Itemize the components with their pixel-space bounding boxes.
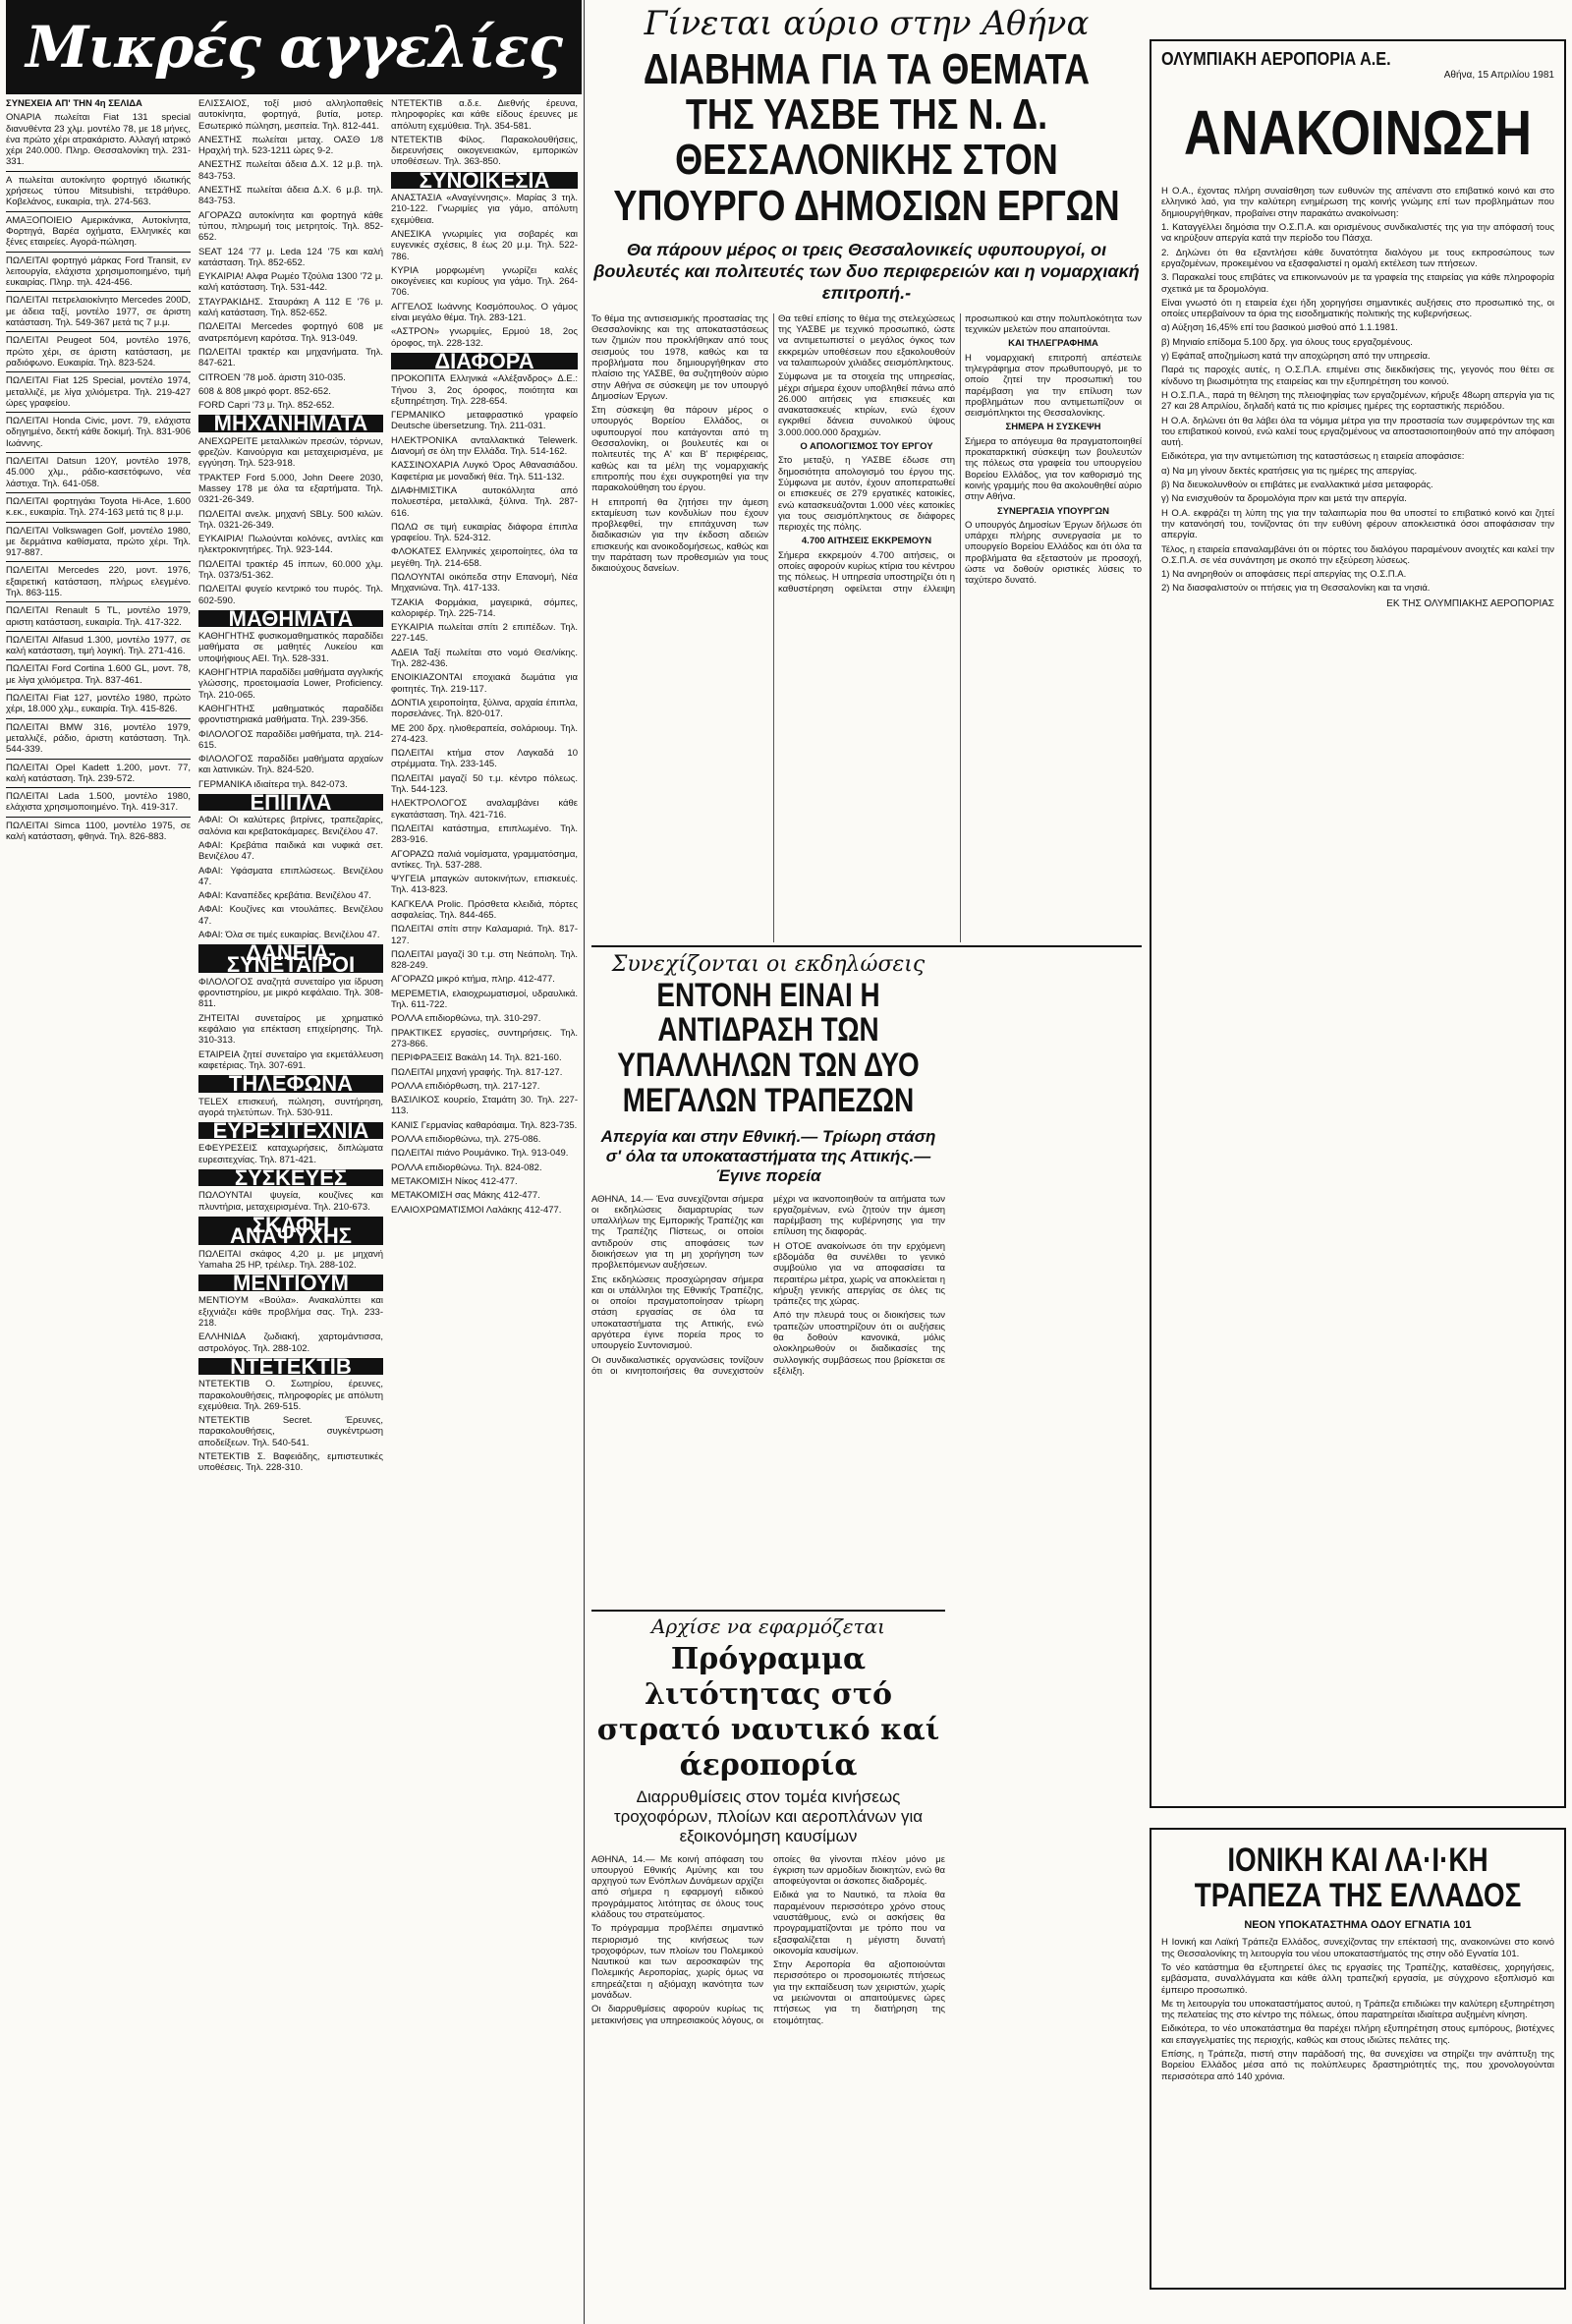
bank-strike-story — [591, 950, 945, 1607]
ministry-subhead: ΣΥΝΕΡΓΑΣΙΑ ΥΠΟΥΡΓΩΝ — [997, 505, 1109, 517]
classified-ad: ΠΩΛΕΙΤΑΙ μηχανή γραφής. Τηλ. 817-127. — [391, 1066, 563, 1078]
classified-ad: ΔΙΑΦΗΜΙΣΤΙΚΑ αυτοκόλλητα από πολυεστέρα, μεταλλικά, ξύλινα. Τηλ. 287-616. — [391, 484, 578, 519]
classified-ad: ΠΕΡΙΦΡΑΞΕΙΣ Βακάλη 14. Τηλ. 821-160. — [391, 1052, 562, 1064]
ministry-paragraph: Στη σύσκεψη θα πάρουν μέρος ο υπουργός Βορείου Ελλάδος, οι υφυπουργοί που κατάγονται από τη Θεσσαλονίκη, οι βουλευτές και οι πολιτευτές της Α' και Β' περιφέρειας, καθώς και τα μέλη της νομαρχιακής επιτροπής που έχει συγκροτηθεί για την παρακολούθηση του έργου. — [591, 405, 768, 494]
olympic-paragraph: Τέλος, η εταιρεία επαναλαμβάνει ότι οι πόρτες του διαλόγου παραμένουν ανοιχτές και καλεί την Ο.Σ.Π.Α. σε νέα συνάντηση με σκοπό την εξεύρεση λύσεως. — [1161, 543, 1554, 566]
classified-ad: ΟΝΑΡΙΑ πωλείται Fiat 131 special διανυθέντα 23 χλμ. μοντέλο 78, με 18 μήνες, ένα πρώτο χέρι ατρακάριστο. Αλλαγή ιατρικό χέρι 240.000. Πληρ. Θεσσαλονίκη τηλ. 231-331. — [6, 112, 191, 168]
strike-paragraph: Από την πλευρά τους οι διοικήσεις των τραπεζών υποστηρίζουν ότι οι αυξήσεις θα δοθούν κανονικά, μόλις ολοκληρωθούν οι διαδικασίες της συλλογικής συμβάσεως που βρίσκεται σε εξέλιξη. — [773, 1310, 945, 1377]
ministry-body — [591, 313, 1142, 942]
austerity-paragraph: ΑΘΗΝΑ, 14.— Με κοινή απόφαση του υπουργού Εθνικής Αμύνης και του αρχηγού των Ενόπλων Δυνάμεων αρχίζει από σήμερα η εφαρμογή ειδικού προγράμματος λιτότητας σε όλους τους κλάδους του στρατεύματος. — [591, 1853, 763, 1920]
olympic-paragraph: 2. Δηλώνει ότι θα εξαντλήσει κάθε δυνατότητα διαλόγου με τους εκπροσώπους των εργαζομένων, προκειμένου να εξασφαλιστεί η ομαλή εκτέλεση των πτήσεων. — [1161, 247, 1554, 269]
section-header-misc: ΔΙΑΦΟΡΑ — [391, 353, 578, 369]
classified-ad: Α πωλείται αυτοκίνητο φορτηγό ιδιωτικής χρήσεως τύπου Mitsubishi, τετράθυρο. Κοβελάνος, ευκαιρία, τηλ. 274-563. — [6, 174, 191, 208]
classified-ad: ΝΤΕΤΕΚΤΙΒ α.δ.ε. Διεθνής έρευνα, πληροφορίες και κάθε είδους έρευνες με απόλυτη εχεμύθεια. Τηλ. 354-581. — [391, 98, 578, 132]
olympic-dateline: Αθήνα, 15 Απριλίου 1981 — [1443, 70, 1554, 81]
section-header-loans: ΔΑΝΕΙΑ-ΣΥΝΕΤΑΙΡΟΙ — [198, 944, 383, 973]
classified-ad: ΨΥΓΕΙΑ μπαγκών αυτοκινήτων, επισκευές. Τηλ. 413-823. — [391, 874, 578, 896]
classified-ad: ΜΕΝΤΙΟΥΜ «Βούλα». Ανακαλύπτει και εξιχνιάζει κάθε προβλήμα σας. Τηλ. 233-218. — [198, 1295, 383, 1330]
classified-ad: ΑΦΑΙ: Κρεβάτια παιδικά και νυφικά σετ. Βενιζέλου 47. — [198, 839, 383, 863]
ministry-lede: Θα πάρουν μέρος οι τρεις Θεσσαλονικείς υφυπουργοί, οι βουλευτές και πολιτευτές των δυο περιφερειών και η νομαρχιακή επιτροπή.- — [593, 239, 1140, 303]
olympic-paragraph: 3. Παρακαλεί τους επιβάτες να επικοινωνούν με τα γραφεία της εταιρείας για κάθε πληροφορία σχετικά με τα δρομολόγια. — [1161, 272, 1554, 295]
classifieds-column-1 — [6, 98, 191, 2319]
olympic-paragraph: Παρά τις παροχές αυτές, η Ο.Σ.Π.Α. επιμένει στις διεκδικήσεις της, γεγονός που θέτει σε κίνδυνο τη βιωσιμότητα της εταιρείας και την εξυπηρέτηση του κοινού. — [1161, 365, 1554, 387]
classified-ad: ΠΩΛΕΙΤΑΙ Datsun 120Y, μοντέλο 1978, 45.000 χλμ., ράδιο-κασετόφωνο, νέα λάστιχα. Τηλ. 641-058. — [6, 456, 191, 489]
classified-ad: SEAT 124 '77 μ. Leda 124 '75 και καλή κατάσταση. Τηλ. 852-652. — [198, 246, 383, 268]
classified-ad: ΤΖΑΚΙΑ Φορμάκια, μαγειρικά, σόμπες, καλοριφέρ. Τηλ. 225-714. — [391, 596, 578, 619]
olympic-paragraph: γ) Να ενισχυθούν τα δρομολόγια πριν και μετά την απεργία. — [1161, 493, 1407, 505]
classified-ad: ΗΛΕΚΤΡΟΝΙΚΑ ανταλλακτικά Telewerk. Διανομή σε όλη την Ελλάδα. Τηλ. 514-162. — [391, 434, 578, 458]
ministry-paragraph: Η επιτροπή θα ζητήσει την άμεση εκταμίευση των κονδυλίων που έχουν προβλεφθεί, την επιτάχυνση των διαδικασιών για την έκδοση αδειών επισκευής και ανοικοδομήσεως, καθώς και την παράταση των προθεσμιών για τους δικαιούχους δανείων. — [591, 496, 768, 575]
strike-paragraph: Στις εκδηλώσεις προσχώρησαν σήμερα και οι υπάλληλοι της Εθνικής Τραπέζης, οι οποίοι πραγματοποίησαν τρίωρη στάση εργασίας σε όλα τα υποκαταστήματα της Αττικής, ενώ αργότερα έγινε πορεία προς το υπουργείο Συντονισμού. — [591, 1274, 763, 1352]
classified-ad: ΠΩΛΕΙΤΑΙ σπίτι στην Καλαμαριά. Τηλ. 817-127. — [391, 924, 578, 946]
austerity-kicker: Αρχίσε να εφαρμόζεται — [651, 1614, 885, 1638]
classified-ad: ΠΩΛΕΙΤΑΙ μαγαζί 50 τ.μ. κέντρο πόλεως. Τηλ. 544-123. — [391, 772, 578, 796]
section-header-detective: ΝΤΕΤΕΚΤΙΒ — [198, 1358, 383, 1375]
section-header-machines: ΜΗΧΑΝΗΜΑΤΑ — [198, 415, 383, 431]
classified-ad: ΑΝΑΣΤΑΣΙΑ «Αναγέννησις». Μαρίας 3 τηλ. 210-122. Γνωριμίες για γάμο, απόλυτη εχεμύθεια. — [391, 193, 578, 226]
classified-ad: ΠΩΛΟΥΝΤΑΙ ψυγεία, κουζίνες και πλυντήρια, μεταχειρισμένα. Τηλ. 210-673. — [198, 1190, 383, 1213]
classifieds-masthead: Μικρές αγγελίες — [6, 0, 582, 94]
classified-ad: TELEX επισκευή, πώληση, συντήρηση, αγορά τηλετύπων. Τηλ. 530-911. — [198, 1096, 383, 1118]
classified-ad: ΠΩΛΕΙΤΑΙ σκάφος 4,20 μ. με μηχανή Yamaha 25 HP, τρέιλερ. Τηλ. 288-102. — [198, 1248, 383, 1271]
section-header-cohabitation: ΣΥΝΟΙΚΕΣΙΑ — [391, 172, 578, 189]
classified-ad: ΜΕΡΕΜΕΤΙΑ, ελαιοχρωματισμοί, υδραυλικά. Τηλ. 611-722. — [391, 988, 578, 1011]
austerity-deck: Διαρρυθμίσεις στον τομέα κινήσεως τροχοφόρων, πλοίων και αεροπλάνων για εξοικονόμηση καυσίμων — [613, 1786, 924, 1845]
olympic-paragraph: Η Ο.Σ.Π.Α., παρά τη θέληση της πλειοψηφίας των εργαζομένων, κήρυξε 48ωρη απεργία για τις 27 και 28 Απριλίου, δηλαδή κατά τις πιο κρίσιμες ημέρες της εορταστικής περιόδου. — [1161, 389, 1554, 413]
olympic-paragraph: β) Να διευκολυνθούν οι επιβάτες με εναλλακτικά μέσα μεταφοράς. — [1161, 480, 1433, 491]
olympic-paragraph: β) Μηνιαίο επίδομα 5.100 δρχ. για όλους τους εργαζομένους. — [1161, 336, 1413, 348]
classified-ad: ΕΛΑΙΟΧΡΩΜΑΤΙΣΜΟΙ Λαλάκης 412-477. — [391, 1204, 562, 1216]
classified-ad: ΝΤΕΤΕΚΤΙΒ Ο. Σωτηρίου, έρευνες, παρακολουθήσεις, πληροφορίες με απόλυτη εχεμύθεια. Τηλ. 269-515. — [198, 1379, 383, 1412]
classified-ad: ΜΕΤΑΚΟΜΙΣΗ σας Μάκης 412-477. — [391, 1190, 540, 1202]
classified-ad: ΝΤΕΤΕΚΤΙΒ Secret. Έρευνες, παρακολουθήσεις, συγκέντρωση αποδείξεων. Τηλ. 540-541. — [198, 1415, 383, 1448]
classified-ad: ΠΩΛΕΙΤΑΙ Volkswagen Golf, μοντέλο 1980, με δερμάτινα καθίσματα, πρώτο χέρι. Τηλ. 917-887. — [6, 525, 191, 559]
classified-ad: ΕΤΑΙΡΕΙΑ ζητεί συνεταίρο για εκμετάλλευση καφετέριας. Τηλ. 307-691. — [198, 1049, 383, 1071]
classified-ad: ΕΥΚΑΙΡΙΑ! Πωλούνται κολόνες, αντλίες και ηλεκτροκινητήρες. Τηλ. 923-144. — [198, 534, 383, 556]
olympic-title: ΑΝΑΚΟΙΝΩΣΗ — [1184, 97, 1532, 168]
ministry-paragraph: Στο μεταξύ, η ΥΑΣΒΕ έδωσε στη δημοσιότητα απολογισμό του έργου της. Σύμφωνα με αυτόν, έχουν αποπερατωθεί οι επισκευές σε 279 εργατικές κατοικίες, ενώ κατασκευάζονται 1.000 νέες κατοικίες για τους σεισμόπληκτους σε διάφορες περιοχές της πόλης. — [778, 455, 955, 534]
classified-ad: ΠΩΛΕΙΤΑΙ Mercedes 220, μοντ. 1976, εξαιρετική κατάσταση, πλήρως ελεγμένο. Τηλ. 863-115. — [6, 565, 191, 598]
classified-ad: ΑΦΑΙ: Οι καλύτερες βιτρίνες, τραπεζαρίες, σαλόνια και κρεβατοκάμαρες. Βενιζέλου 47. — [198, 815, 383, 837]
ads-list — [6, 112, 191, 842]
classified-ad: ΠΩΛΕΙΤΑΙ Honda Civic, μοντ. 79, ελάχιστα οδηγημένο, δεκτή κάθε δοκιμή. Τηλ. 831-906 Ιωάννης. — [6, 416, 191, 449]
classified-ad: ΦΙΛΟΛΟΓΟΣ παραδίδει μαθήματα, τηλ. 214-615. — [198, 728, 383, 751]
classified-ad: ΠΩΛΕΙΤΑΙ Ford Cortina 1.600 GL, μοντ. 78, με λίγα χιλιόμετρα. Τηλ. 837-461. — [6, 663, 191, 686]
classified-ad: ΠΩΛΕΙΤΑΙ Opel Kadett 1.200, μοντ. 77, καλή κατάσταση. Τηλ. 239-572. — [6, 762, 191, 784]
classified-ad: ΕΝΟΙΚΙΑΖΟΝΤΑΙ εποχιακά δωμάτια για φοιτητές. Τηλ. 219-117. — [391, 672, 578, 695]
classified-ad: ΡΟΛΛΑ επιδιορθώνω, τηλ. 275-086. — [391, 1134, 541, 1146]
classified-ad: ΚΑΘΗΓΗΤΡΙΑ παραδίδει μαθήματα αγγλικής γλώσσης, προετοιμασία Lower, Proficiency. Τηλ. 210-065. — [198, 667, 383, 701]
austerity-paragraph: Στην Αεροπορία θα αξιοποιούνται περισσότερο οι προσομοιωτές πτήσεως για την εκπαίδευση των χειριστών, χωρίς να μειώνονται οι απαιτούμενες ώρες πτήσεως για τη διατήρηση της ετοιμότητας. — [773, 1959, 945, 2026]
bank-ad-paragraph: Με τη λειτουργία του υποκαταστήματος αυτού, η Τράπεζα επιδιώκει την καλύτερη εξυπηρέτηση της πελατείας της στο κέντρο της πόλεως, όπου παρατηρείται ιδιαίτερα αυξημένη κίνηση. — [1161, 1998, 1554, 2021]
austerity-body — [591, 1854, 945, 2320]
section-header-phones: ΤΗΛΕΦΩΝΑ — [198, 1075, 383, 1092]
classified-ad: ΤΡΑΚΤΕΡ Ford 5.000, John Deere 2030, Massey 178 με όλα τα εξαρτήματα. Τηλ. 0321-26-349. — [198, 472, 383, 506]
classified-ad: ΕΥΚΑΙΡΙΑ πωλείται σπίτι 2 επιπέδων. Τηλ. 227-145. — [391, 622, 578, 645]
classified-ad: ΑΝΕΣΤΗΣ πωλείται άδεια Δ.Χ. 6 μ.β. τηλ. 843-753. — [198, 185, 383, 207]
classified-ad: 608 & 808 μικρό φορτ. 852-652. — [198, 385, 331, 397]
news-section — [591, 0, 1142, 2319]
classified-ad: ΚΑΝΙΣ Γερμανίας καθαρόαιμα. Τηλ. 823-735. — [391, 1119, 578, 1131]
olympic-paragraph: γ) Εφάπαξ αποζημίωση κατά την αποχώρηση από την υπηρεσία. — [1161, 351, 1431, 363]
austerity-paragraph: Οι διαρρυθμίσεις αφορούν κυρίως τις μετακινήσεις για υπηρεσιακούς λόγους, οι οποίες θα γίνονται πλέον μόνο με έγκριση των αρμοδίων διοικητών, ενώ θα αποφεύγονται οι άσκοπες διαδρομές. — [591, 1853, 945, 2026]
bank-ad — [1150, 1828, 1566, 2290]
classified-ad: ΠΩΛΩ σε τιμή ευκαιρίας διάφορα έπιπλα γραφείου. Τηλ. 524-312. — [391, 521, 578, 544]
strike-kicker: Συνεχίζονται οι εκδηλώσεις — [611, 951, 926, 977]
classified-ad: ΠΩΛΕΙΤΑΙ μαγαζί 30 τ.μ. στη Νεάπολη. Τηλ. 828-249. — [391, 948, 578, 972]
olympic-paragraph: Ειδικότερα, για την αντιμετώπιση της καταστάσεως η εταιρεία αποφάσισε: — [1161, 451, 1465, 463]
classifieds-section — [6, 0, 582, 1474]
bank-ad-body — [1161, 1937, 1554, 2082]
classified-ad: ΑΝΕΣΤΗΣ πωλείται μεταχ. ΟΑΣΘ 1/8 Ηραχλή τηλ. 523-1211 ώρες 9-2. — [198, 134, 383, 157]
classified-ad: ΔΟΝΤΙΑ χειροποίητα, ξύλινα, αρχαία έπιπλα, πορσελάνες. Τηλ. 820-017. — [391, 697, 578, 720]
ministry-subhead: Ο ΑΠΟΛΟΓΙΣΜΟΣ ΤΟΥ ΕΡΓΟΥ — [800, 441, 933, 453]
classified-ad: ΑΔΕΙΑ Ταξί πωλείται στο νομό Θεσ/νίκης. Τηλ. 282-436. — [391, 647, 578, 670]
ministry-paragraph: Θα τεθεί επίσης το θέμα της στελεχώσεως της ΥΑΣΒΕ με τεχνικό προσωπικό, ώστε να αντιμετωπιστεί ο μεγάλος όγκος των εκκρεμών υποθέσεων που εξακολουθούν να ταλαιπωρούν χιλιάδες σεισμόπληκτους. — [778, 312, 955, 368]
classified-ad: ΠΩΛΕΙΤΑΙ Mercedes φορτηγό 608 με ανατρεπόμενη καρότσα. Τηλ. 913-049. — [198, 321, 383, 344]
olympic-body — [1161, 186, 1554, 595]
classified-ad: ΡΟΛΛΑ επιδιόρθωση, τηλ. 217-127. — [391, 1080, 540, 1092]
classified-ad: ΠΩΛΕΙΤΑΙ τρακτέρ 45 ίππων, 60.000 χλμ. Τηλ. 0373/51-362. — [198, 558, 383, 581]
classified-ad: ΜΕΤΑΚΟΜΙΣΗ Νίκος 412-477. — [391, 1175, 518, 1187]
classified-ad: ΑΓΓΕΛΟΣ Ιωάννης Κοσμόπουλος. Ο γάμος είναι μεγάλο θέμα. Τηλ. 283-121. — [391, 301, 578, 324]
austerity-paragraph: Ειδικά για το Ναυτικό, τα πλοία θα παραμένουν περισσότερο χρόνο στους ναυστάθμους, ενώ οι ασκήσεις θα προγραμματίζονται με τρόπο που να εξασφαλίζεται η μέγιστη δυνατή οικονομία καυσίμων. — [773, 1890, 945, 1956]
classified-ad: ΡΟΛΛΑ επιδιορθώνω, τηλ. 310-297. — [391, 1013, 541, 1025]
classified-ad: ΠΩΛΕΙΤΑΙ Lada 1.500, μοντέλο 1980, ελάχιστα χρησιμοποιημένο. Τηλ. 419-317. — [6, 791, 191, 814]
olympic-signature: ΕΚ ΤΗΣ ΟΛΥΜΠΙΑΚΗΣ ΑΕΡΟΠΟΡΙΑΣ — [1386, 597, 1554, 609]
classified-ad: ΣΤΑΥΡΑΚΙΔΗΣ. Σταυράκη Α 112 Ε '76 μ. καλή κατάσταση. Τηλ. 852-652. — [198, 296, 383, 319]
bank-ad-paragraph: Επίσης, η Τράπεζα, πιστή στην παράδοσή της, θα συνεχίσει να στηρίζει την ανάπτυξη της Βορείου Ελλάδος μέσα από τις πολύπλευρες δραστηριότητές της, που χρονολογούνται περισσότερα από 140 χρόνια. — [1161, 2049, 1554, 2082]
ministry-kicker: Γίνεται αύριο στην Αθήνα — [644, 4, 1090, 43]
classified-ad: ΚΥΡΙΑ μορφωμένη γνωρίζει καλές οικογένειες και κυρίους για γάμο. Τηλ. 264-706. — [391, 264, 578, 299]
olympic-paragraph: 2) Να διασφαλιστούν οι πτήσεις για τη Θεσσαλονίκη και τα νησιά. — [1161, 583, 1431, 595]
olympic-paragraph: Η Ο.Α. εκφράζει τη λύπη της για την ταλαιπωρία που θα υποστεί το επιβατικό κοινό και ζητεί την κατανόησή του, τονίζοντας ότι την ευθύνη φέρουν αποκλειστικά όσοι αποφάσισαν την απεργία. — [1161, 507, 1554, 541]
classified-ad: ΠΩΛΕΙΤΑΙ Fiat 125 Special, μοντέλο 1974, μεταλλιζέ, με λίγα χιλιόμετρα. Τηλ. 219-427 ώρες γραφείου. — [6, 375, 191, 409]
classified-ad: ΠΡΟΚΟΠΙΤΑ Ελληνικά «Αλέξανδρος» Δ.Ε.: Τήνου 3, 2ος όροφος, ποιότητα και εξυπηρέτηση. Τηλ. 228-654. — [391, 373, 578, 407]
austerity-paragraph: Το πρόγραμμα προβλέπει σημαντικό περιορισμό της κινήσεως των τροχοφόρων, των πλοίων του Πολεμικού Ναυτικού και των αεροσκαφών της Πολεμικής Αεροπορίας, χωρίς όμως να επηρεάζεται η αξιόμαχη ικανότητα των μονάδων. — [591, 1923, 763, 2002]
ministry-paragraph: Σύμφωνα με τα στοιχεία της υπηρεσίας, μέχρι σήμερα έχουν υποβληθεί πάνω από 26.000 αιτήσεις για επισκευές και ανακατασκευές κτιρίων, ενώ έχουν εγκριθεί δάνεια συνολικού ύψους 3.000.000.000 δραχμών. — [778, 371, 955, 438]
classified-ad: ΠΩΛΕΙΤΑΙ φυγείο κεντρικό του πυρός. Τηλ. 602-590. — [198, 584, 383, 606]
strike-paragraph: ΑΘΗΝΑ, 14.— Ένα συνεχίζονται σήμερα οι εκδηλώσεις διαμαρτυρίας των υπαλλήλων της Εμπορικής Τραπέζης και της Τραπέζης Πίστεως, οι οποίοι αντιδρούν στις αποφάσεις των διοικήσεων για τη μη χορήγηση των προβλεπόμενων αυξήσεων. — [591, 1193, 763, 1272]
classified-ad: ΑΦΑΙ: Καναπέδες κρεβάτια. Βενιζέλου 47. — [198, 890, 371, 902]
classified-ad: ΑΓΟΡΑΖΩ παλιά νομίσματα, γραμματόσημα, αντίκες. Τηλ. 537-288. — [391, 848, 578, 871]
ministry-paragraph: Σήμερα το απόγευμα θα πραγματοποιηθεί προκαταρκτική σύσκεψη των βουλευτών της πόλεως στα γραφεία του υπουργείου Βορείου Ελλάδος, για τον καθορισμό της κοινής γραμμής που θα ακολουθηθεί αύριο στην Αθήνα. — [965, 435, 1142, 503]
classified-ad: ΠΩΛΕΙΤΑΙ Simca 1100, μοντέλο 1975, σε καλή κατάσταση, φθηνά. Τηλ. 826-883. — [6, 820, 191, 843]
classified-ad: ΠΩΛΕΙΤΑΙ πετρελαιοκίνητο Mercedes 200D, με άδεια ταξί, μοντέλο 1977, σε άριστη κατάσταση. Τηλ. 549-367 μετά τις 7 μ.μ. — [6, 295, 191, 329]
olympic-paragraph: Είναι γνωστό ότι η εταιρεία έχει ήδη χορηγήσει σημαντικές αυξήσεις στο προσωπικό της, οι οποίες υπερβαίνουν τα όρια της εισοδηματικής πολιτικής της κυβερνήσεως. — [1161, 297, 1554, 320]
section-header-boats: ΣΚΑΦΗ ΑΝΑΨΥΧΗΣ — [198, 1217, 383, 1245]
classified-ad: ΑΓΟΡΑΖΩ αυτοκίνητα και φορτηγά κάθε τύπου, πληρωμή τοις μετρητοίς. Τηλ. 852-652. — [198, 209, 383, 244]
classified-ad: ΠΩΛΕΙΤΑΙ Alfasud 1.300, μοντέλο 1977, σε καλή κατάσταση, τιμή λογική. Τηλ. 271-416. — [6, 634, 191, 657]
classified-ad: ΚΑΓΚΕΛΑ Prolic. Πρόσθετα κλειδιά, πόρτες ασφαλείας. Τηλ. 844-465. — [391, 898, 578, 921]
classified-ad: ΓΕΡΜΑΝΙΚΟ μεταφραστικό γραφείο Deutsche übersetzung. Τηλ. 211-031. — [391, 410, 578, 432]
classified-ad: ΠΩΛΕΙΤΑΙ κτήμα στον Λαγκαδά 10 στρέμματα. Τηλ. 233-145. — [391, 748, 578, 770]
classified-ad: ΑΦΑΙ: Κουζίνες και ντουλάπες. Βενιζέλου 47. — [198, 904, 383, 927]
classified-ad: ΠΡΑΚΤΙΚΕΣ εργασίες, συντηρήσεις. Τηλ. 273-866. — [391, 1027, 578, 1049]
classified-ad: ΕΦΕΥΡΕΣΕΙΣ καταχωρήσεις, διπλώματα ευρεσιτεχνίας. Τηλ. 871-421. — [198, 1143, 383, 1165]
ministry-paragraph: Ο υπουργός Δημοσίων Έργων δήλωσε ότι υπάρχει πλήρης συνεργασία με το υπουργείο Βορείου Ελλάδος και ότι όλα τα προβλήματα θα εξεταστούν με προσοχή, ώστε να δοθούν οριστικές λύσεις το ταχύτερο δυνατό. — [965, 519, 1142, 587]
classified-ad: ΚΑΘΗΓΗΤΗΣ φυσικομαθηματικός παραδίδει μαθήματα σε μαθητές Λυκείου και υποψήφιους ΑΕΙ. Τηλ. 528-331. — [198, 631, 383, 664]
classified-ad: ΠΩΛΕΙΤΑΙ Fiat 127, μοντέλο 1980, πρώτο χέρι, 18.000 χλμ., ευκαιρία. Τηλ. 415-826. — [6, 693, 191, 715]
classifieds-column-2 — [198, 98, 383, 2319]
austerity-story — [591, 1615, 945, 2320]
classified-ad: ΠΩΛΕΙΤΑΙ BMW 316, μοντέλο 1979, μεταλλιζέ, ράδιο, άριστη κατάσταση. Τηλ. 544-339. — [6, 721, 191, 756]
classified-ad: ΠΩΛΕΙΤΑΙ κατάστημα, επιπλωμένο. Τηλ. 283-916. — [391, 822, 578, 846]
olympic-paragraph: α) Αύξηση 16,45% επί του βασικού μισθού από 1.1.1981. — [1161, 322, 1398, 334]
classified-ad: ΠΩΛΕΙΤΑΙ Renault 5 TL, μοντέλο 1979, αριστη κατάσταση, ευκαιρία. Τηλ. 417-322. — [6, 605, 191, 628]
bank-ad-title: ΙΟΝΙΚΗ ΚΑΙ ΛΑ·Ι·ΚΗ ΤΡΑΠΕΖΑ ΤΗΣ ΕΛΛΑΔΟΣ — [1194, 1842, 1522, 1914]
olympic-notice — [1150, 39, 1566, 1808]
section-header-mentium: ΜΕΝΤΙΟΥΜ — [198, 1275, 383, 1291]
ministry-subhead: ΚΑΙ ΤΗΛΕΓΡΑΦΗΜΑ — [1008, 338, 1098, 350]
strike-paragraph: Οι συνδικαλιστικές οργανώσεις τονίζουν ότι οι κινητοποιήσεις θα συνεχιστούν μέχρι να ικανοποιηθούν τα αιτήματα των εργαζομένων, ενώ ζητούν την άμεση παρέμβαση της κυβέρνησης για την επίλυση της διαφοράς. — [591, 1193, 945, 1377]
classified-ad: ΑΝΕΧΩΡΕΙΤΕ μεταλλικών πρεσών, τόρνων, φρεζών. Καινούργια και μεταχειρισμένα, με εγγύηση. Τηλ. 523-918. — [198, 435, 383, 470]
column-divider — [584, 0, 585, 2324]
classified-ad: «ΑΣΤΡΟΝ» γνωριμίες, Ερμού 18, 2ος όροφος, τηλ. 228-132. — [391, 326, 578, 349]
classifieds-column-3 — [391, 98, 578, 2319]
classified-ad: ΑΜΑΞΟΠΟΙΕΙΟ Αμερικάνικα, Αυτοκίνητα, Φορτηγά, Βαρέα οχήματα, Ελληνικές και ξένες εταιρείες. Αγορά-πώληση. — [6, 214, 191, 249]
classified-ad: ΦΙΛΟΛΟΓΟΣ αναζητά συνεταίρο για ίδρυση φροντιστηρίου, με μικρό κεφάλαιο. Τηλ. 308-811. — [198, 976, 383, 1010]
classified-ad: ΕΛΛΗΝΙΔΑ ζωδιακή, χαρτομάντισσα, αστρολόγος. Τηλ. 288-102. — [198, 1332, 383, 1354]
classified-ad: ΠΩΛΕΙΤΑΙ πιάνο Ρουμάνικο. Τηλ. 913-049. — [391, 1148, 569, 1160]
classified-ad: ΚΑΣΣΙΝΟΧΑΡΙΑ Λυγκό Όρος Αθανασιάδου. Καφετέρια με μοναδική θέα. Τηλ. 511-132. — [391, 460, 578, 482]
classified-ad: ΠΩΛΕΙΤΑΙ τρακτέρ και μηχανήματα. Τηλ. 847-621. — [198, 346, 383, 369]
classified-ad: ΝΤΕΤΕΚΤΙΒ Σ. Βαφειάδης, εμπιστευτικές υποθέσεις. Τηλ. 228-310. — [198, 1450, 383, 1474]
classified-ad: ΕΛΙΣΣΑΙΟΣ, τοξί μισό αλληλοπαθείς αυτοκίνητα, φορτηγά, βυτία, μοτερ. Εσωτερικό πώληση, μεσιτεία. Τηλ. 812-441. — [198, 98, 383, 132]
ministry-headline: ΔΙΑΒΗΜΑ ΓΙΑ ΤΑ ΘΕΜΑΤΑ ΤΗΣ ΥΑΣΒΕ ΤΗΣ Ν. Δ. ΘΕΣΣΑΛΟΝΙΚΗΣ ΣΤΟΝ ΥΠΟΥΡΓΟ ΔΗΜΟΣΙΩΝ ΕΡΓΩΝ — [613, 45, 1120, 230]
section-header-lessons: ΜΑΘΗΜΑΤΑ — [198, 610, 383, 627]
classified-ad: ΜΕ 200 δρχ. ηλιοθεραπεία, σολάριουμ. Τηλ. 274-423. — [391, 722, 578, 745]
olympic-paragraph: α) Να μη γίνουν δεκτές κρατήσεις για τις ημέρες της απεργίας. — [1161, 465, 1418, 477]
strike-deck: Απεργία και στην Εθνική.— Τρίωρη στάση σ' όλα τα υποκαταστήματα της Αττικής.— Έγινε πορεία — [600, 1126, 936, 1185]
strike-body — [591, 1194, 945, 1607]
olympic-paragraph: 1) Να ανηρηθούν οι αποφάσεις περί απεργίας της Ο.Σ.Π.Α. — [1161, 569, 1407, 581]
ministry-paragraph: Το θέμα της αντισεισμικής προστασίας της Θεσσαλονίκης και της αποκαταστάσεως των ζημιών που προκλήθηκαν από τους σεισμούς του 1978, καθώς και τα προβλήματα που δημιουργήθηκαν στο πλαίσιο της ΥΑΣΒΕ, θα συζητηθούν αύριο στην Αθήνα σε σύσκεψη με τον υπουργό Δημοσίων Έργων. — [591, 312, 768, 402]
olympic-paragraph: Η Ο.Α., έχοντας πλήρη συναίσθηση των ευθυνών της απέναντι στο επιβατικό κοινό και στο ελληνικό λαό, για την καλύτερη ενημέρωση της κοινής γνώμης επί των προβλημάτων που δημιουργήθηκαν, προβαίνει στην παρακάτω ανακοίνωση: — [1161, 186, 1554, 219]
bank-ad-paragraph: Η Ιονική και Λαϊκή Τράπεζα Ελλάδος, συνεχίζοντας την επέκτασή της, ανακοινώνει στο κοινό της Θεσσαλονίκης τη λειτουργία του νέου υποκαταστήματός της στην οδό Εγνατία 101. — [1161, 1937, 1554, 1959]
classified-ad: ΗΛΕΚΤΡΟΛΟΓΟΣ αναλαμβάνει κάθε εγκατάσταση. Τηλ. 421-716. — [391, 798, 578, 821]
olympic-company: ΟΛΥΜΠΙΑΚΗ ΑΕΡΟΠΟΡΙΑ Α.Ε. — [1161, 49, 1391, 69]
strike-headline: ΕΝΤΟΝΗ ΕΙΝΑΙ Η ΑΝΤΙΔΡΑΣΗ ΤΩΝ ΥΠΑΛΛΗΛΩΝ ΤΩΝ ΔΥΟ ΜΕΓΑΛΩΝ ΤΡΑΠΕΖΩΝ — [617, 976, 920, 1119]
right-column — [1150, 0, 1566, 2290]
ministry-subhead: 4.700 ΑΙΤΗΣΕΙΣ ΕΚΚΡΕΜΟΥΝ — [801, 536, 932, 547]
classified-ad: ΠΩΛΕΙΤΑΙ φορτηγό μάρκας Ford Transit, εν λειτουργία, ελάχιστα χρησιμοποιημένο, τιμή ευκαιρίας. Πληρ. τηλ. 424-456. — [6, 255, 191, 289]
classified-ad: ΒΑΣΙΛΙΚΟΣ κουρείο, Σταμάτη 30. Τηλ. 227-113. — [391, 1095, 578, 1117]
classified-ad: ΡΟΛΛΑ επιδιορθώνω. Τηλ. 824-082. — [391, 1162, 542, 1173]
classified-ad: ΝΤΕΤΕΚΤΙΒ Φίλος. Παρακολουθήσεις, διερευνήσεις οικογενειακών, εμπορικών υποθέσεων. Τηλ. 363-850. — [391, 134, 578, 168]
austerity-headline: Πρόγραμμα λιτότητας στό στρατό ναυτικό καί άεροπορία — [596, 1641, 940, 1783]
ministry-story — [591, 4, 1142, 942]
classified-ad: ΑΝΕΣΤΗΣ πωλείται άδεια Δ.Χ. 12 μ.β. τηλ. 843-753. — [198, 159, 383, 182]
classified-ad: ΠΩΛΕΙΤΑΙ Peugeot 504, μοντέλο 1976, πρώτο χέρι, σε άριστη κατάσταση, με ραδιόφωνο. Ευκαιρία. Τηλ. 823-524. — [6, 335, 191, 368]
ministry-paragraph: Σήμερα εκκρεμούν 4.700 αιτήσεις, οι οποίες αφορούν κυρίως κτίρια του κέντρου της πόλεως. Η υπηρεσία υποστηρίζει ότι η καθυστέρηση οφείλεται στην έλλειψη προσωπικού και στην πολυπλοκότητα των τεχνικών μελετών που απαιτούνται. — [778, 312, 1142, 595]
ministry-subhead: ΣΗΜΕΡΑ Η ΣΥΣΚΕΨΗ — [1005, 422, 1101, 433]
classified-ad: ΚΑΘΗΓΗΤΗΣ μαθηματικός παραδίδει φροντιστηριακά μαθήματα. Τηλ. 239-356. — [198, 703, 383, 726]
section-header-appliances: ΣΥΣΚΕΥΕΣ — [198, 1169, 383, 1186]
continued-heading: ΣΥΝΕΧΕΙΑ ΑΠ' ΤΗΝ 4η ΣΕΛΙΔΑ — [6, 98, 142, 109]
olympic-paragraph: 1. Καταγγέλλει δημόσια την Ο.Σ.Π.Α. και ορισμένους συνδικαλιστές της για την απόφασή τους να κηρύξουν απεργία κατά την περίοδο του Πάσχα. — [1161, 222, 1554, 245]
section-header-eurytech: ΕΥΡΕΣΙΤΕΧΝΙΑ — [198, 1122, 383, 1139]
classified-ad: ΦΛΟΚΑΤΕΣ Ελληνικές χειροποίητες, όλα τα μεγέθη. Τηλ. 214-658. — [391, 546, 578, 569]
classified-ad: ΓΕΡΜΑΝΙΚΑ ιδιαίτερα τηλ. 842-073. — [198, 778, 348, 790]
classified-ad: ΠΩΛΕΙΤΑΙ ανελκ. μηχανή SBLy. 500 κιλών. Τηλ. 0321-26-349. — [198, 508, 383, 531]
ministry-paragraph: Η νομαρχιακή επιτροπή απέστειλε τηλεγράφημα στον πρωθυπουργό, με το οποίο ζητεί την προσωπική του παρέμβαση για την επίλυση των προβλημάτων που αντιμετωπίζουν οι σεισμόπληκτοι της Θεσσαλονίκης. — [965, 352, 1142, 420]
classified-ad: ΠΩΛΕΙΤΑΙ φορτηγάκι Toyota Hi-Ace, 1.600 κ.εκ., ευκαιρία. Τηλ. 274-163 μετά τις 8 μ.μ. — [6, 495, 191, 519]
classified-ad: FORD Capri '73 μ. Τηλ. 852-652. — [198, 400, 335, 412]
section-header-furniture: ΕΠΙΠΛΑ — [198, 794, 383, 811]
bank-ad-paragraph: Ειδικότερα, το νέο υποκατάστημα θα παρέχει πλήρη εξυπηρέτηση στους εμπόρους, βιοτέχνες και επαγγελματίες της περιοχής, καθώς και στους ιδιώτες πελάτες της. — [1161, 2023, 1554, 2046]
classified-ad: ΦΙΛΟΛΟΓΟΣ παραδίδει μαθήματα αρχαίων και λατινικών. Τηλ. 824-520. — [198, 754, 383, 776]
classified-ad: ΑΦΑΙ: Υφάσματα επιπλώσεως. Βενιζέλου 47. — [198, 865, 383, 887]
classified-ad: ΑΓΟΡΑΖΩ μικρό κτήμα, πληρ. 412-477. — [391, 974, 555, 986]
classified-ad: ΕΥΚΑΙΡΙΑ! Αλφα Ρωμέο Τζούλια 1300 '72 μ. καλή κατάσταση. Τηλ. 531-442. — [198, 271, 383, 294]
strike-paragraph: Η ΟΤΟΕ ανακοίνωσε ότι την ερχόμενη εβδομάδα θα συνέλθει το γενικό συμβούλιο για να αποφασίσει τα περαιτέρω μέτρα, χωρίς να αποκλείεται η κήρυξη γενικής απεργίας σε όλες τις τράπεζες της χώρας. — [773, 1240, 945, 1308]
classified-ad: CITROEN '78 μοδ. άριστη 310-035. — [198, 371, 346, 383]
classified-ad: ΑΦΑΙ: Όλα σε τιμές ευκαιρίας. Βενιζέλου 47. — [198, 930, 380, 940]
classified-ad: ΖΗΤΕΙΤΑΙ συνεταίρος με χρηματικό κεφάλαιο για επέκταση επιχείρησης. Τηλ. 310-313. — [198, 1012, 383, 1047]
olympic-paragraph: Η Ο.Α. δηλώνει ότι θα λάβει όλα τα νόμιμα μέτρα για την προστασία των συμφερόντων της και του επιβατικού κοινού, ενώ καλεί τους εργαζομένους να αποστασιοποιηθούν από την απόφαση αυτή. — [1161, 415, 1554, 449]
classified-ad: ΑΝΕΣΙΚΑ γνωριμίες για σοβαρές και ευγενικές σχέσεις, 8 έως 20 μ.μ. Τηλ. 522-786. — [391, 228, 578, 262]
bank-ad-subtitle: ΝΕΟΝ ΥΠΟΚΑΤΑΣΤΗΜΑ ΟΔΟΥ ΕΓΝΑΤΙΑ 101 — [1244, 1919, 1472, 1932]
bank-ad-paragraph: Το νέο κατάστημα θα εξυπηρετεί όλες τις εργασίες της Τραπέζης, καταθέσεις, χορηγήσεις, εμβάσματα, συναλλάγματα και κάθε άλλη τραπεζική εργασία, με σύγχρονο εξοπλισμό και έμπειρο προσωπικό. — [1161, 1961, 1554, 1996]
classified-ad: ΠΩΛΟΥΝΤΑΙ οικόπεδα στην Επανομή, Νέα Μηχανιώνα. Τηλ. 417-133. — [391, 571, 578, 595]
